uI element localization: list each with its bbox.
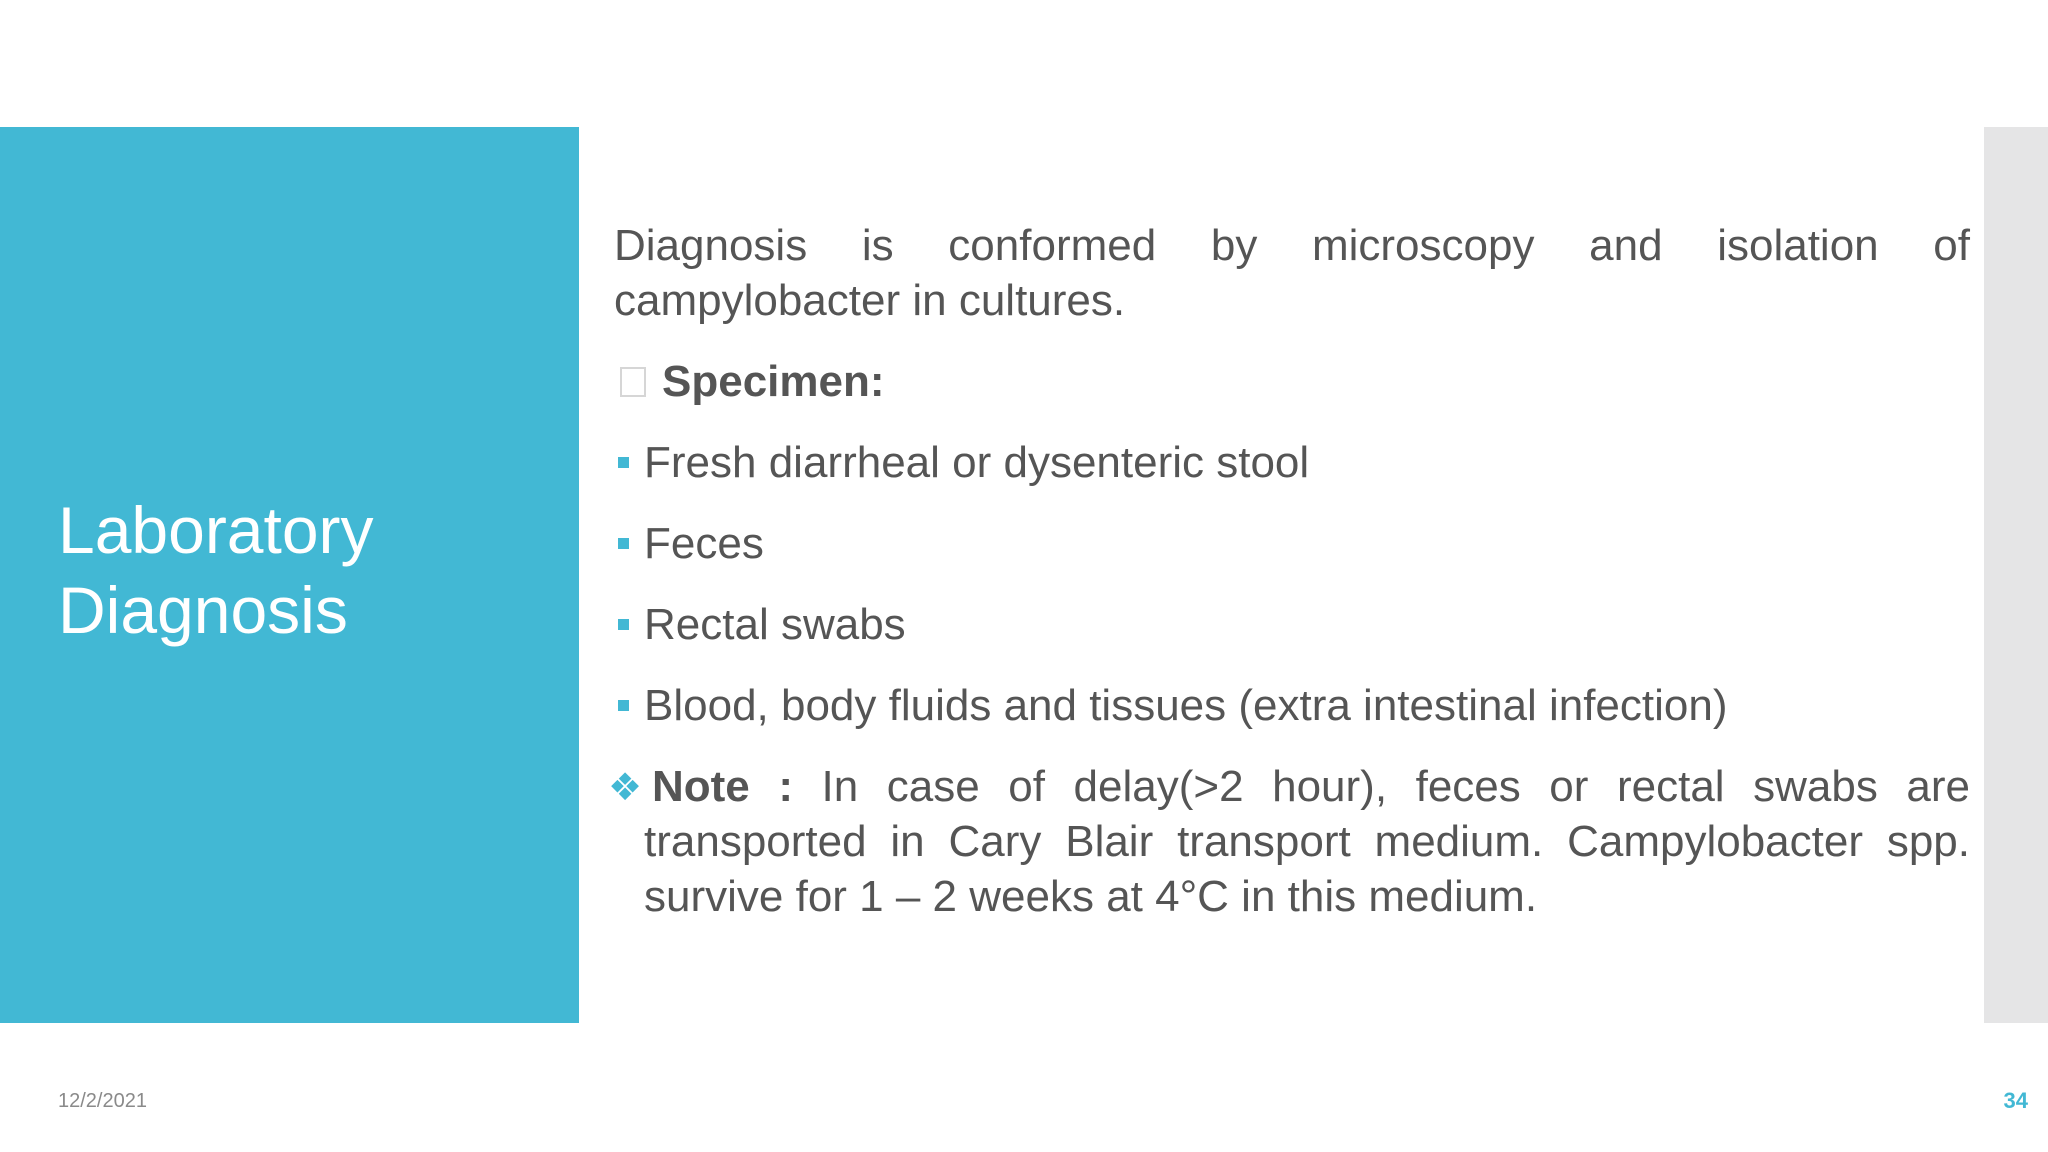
page-number: 34 xyxy=(2003,1088,2028,1113)
list-item-text: Rectal swabs xyxy=(644,600,906,649)
note-label: Note : xyxy=(652,762,793,811)
note-text: In case of delay(>2 hour), feces or rectal swabs are transported in Cary Blair transport medium. Campylobacter spp. survive for 1 – 2 weeks at 4°C in this medium. xyxy=(644,762,1970,921)
slide-content xyxy=(608,218,1970,924)
list-item-text: Blood, body fluids and tissues (extra intestinal infection) xyxy=(644,681,1728,730)
specimen-heading xyxy=(614,354,1970,409)
square-bullet-icon xyxy=(618,700,629,711)
specimen-list xyxy=(614,435,1970,733)
diamond-bullet-icon: ❖ xyxy=(608,767,643,809)
right-decorative-strip xyxy=(1984,127,2048,1023)
square-bullet-icon xyxy=(618,619,629,630)
slide-title xyxy=(58,490,558,650)
list-item xyxy=(614,597,1970,652)
square-bullet-icon xyxy=(618,457,629,468)
specimen-label: Specimen: xyxy=(662,357,885,406)
square-bullet-icon xyxy=(618,538,629,549)
list-item-text: Fresh diarrheal or dysenteric stool xyxy=(644,438,1310,487)
checkbox-icon xyxy=(620,367,646,397)
list-item xyxy=(614,435,1970,490)
footer-date: 12/2/2021 xyxy=(58,1090,147,1112)
slide-title-line-2: Diagnosis xyxy=(58,573,348,647)
slide-title-line-1: Laboratory xyxy=(58,493,374,567)
intro-paragraph: Diagnosis is conformed by microscopy and isolation of campylobacter in cultures. xyxy=(614,221,1970,325)
list-item xyxy=(614,678,1970,733)
list-item xyxy=(614,516,1970,571)
list-item-text: Feces xyxy=(644,519,764,568)
note-paragraph xyxy=(608,759,1970,924)
